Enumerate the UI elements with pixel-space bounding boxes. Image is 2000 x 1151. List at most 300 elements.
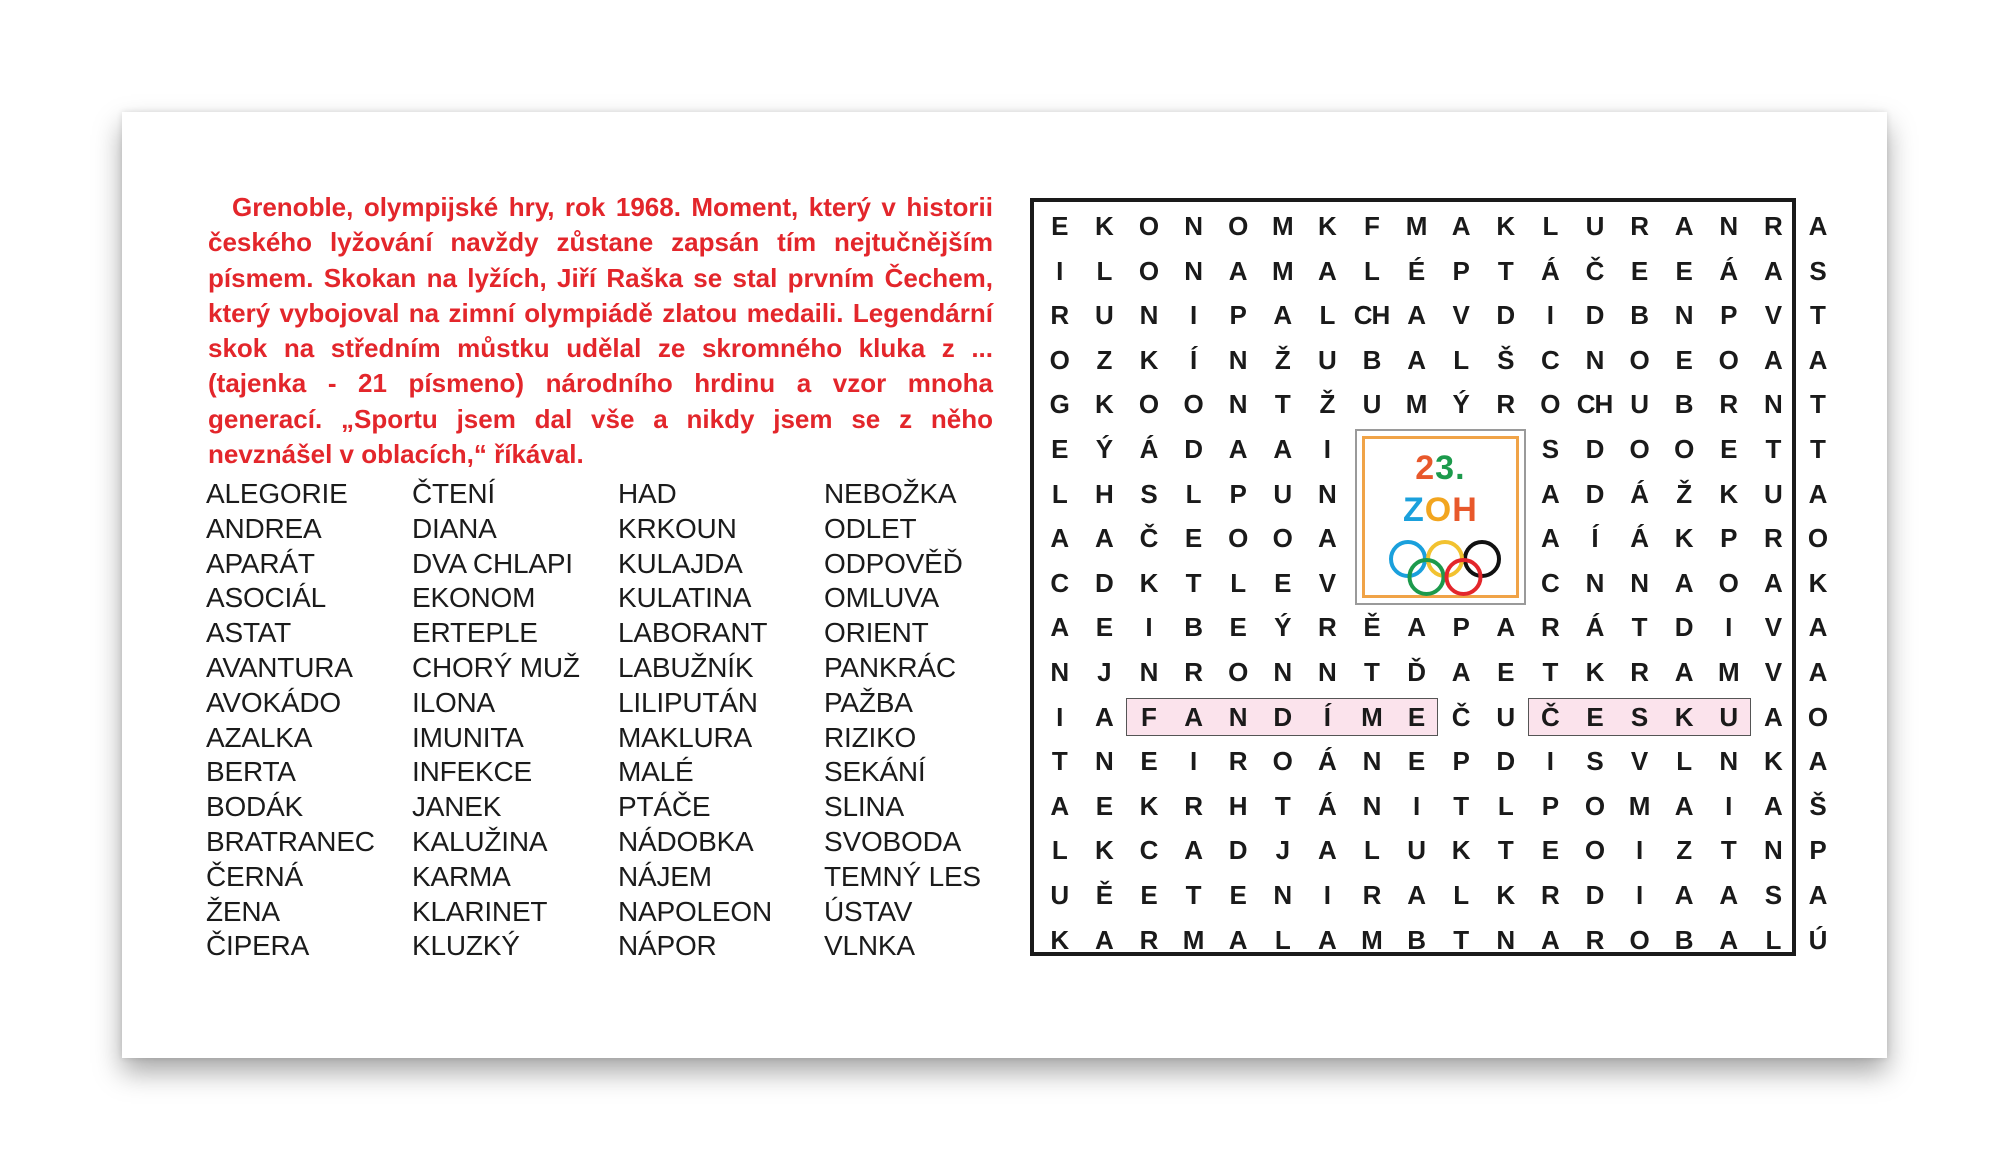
word-list-item: PANKRÁC [824, 651, 956, 683]
grid-letter: T [1185, 567, 1201, 598]
grid-letter: N [1184, 211, 1202, 241]
grid-letter: Z [1096, 344, 1112, 375]
word-list-item: INFEKCE [412, 756, 532, 788]
grid-letter: E [1675, 255, 1692, 286]
grid-letter: B [1674, 389, 1693, 420]
word-list-item: JANEK [412, 791, 502, 823]
grid-letter: N [1095, 746, 1113, 777]
grid-letter: V [1764, 300, 1782, 331]
grid-letter: Ž [1274, 344, 1290, 375]
grid-letter: A [1228, 924, 1247, 955]
grid-letter: O [1272, 746, 1292, 777]
grid-letter: A [1674, 567, 1693, 598]
grid-letter: K [1139, 344, 1158, 375]
grid-letter: A [1808, 344, 1827, 375]
word-list-item: KLARINET [412, 895, 548, 927]
grid-letter: A [1184, 701, 1202, 732]
grid-letter: I [1323, 880, 1330, 910]
word-list-item: CHORÝ MUŽ [412, 651, 580, 683]
grid-letter: A [1407, 880, 1425, 910]
grid-letter: K [1451, 835, 1470, 866]
word-list-item: ORIENT [824, 617, 929, 649]
grid-letter: I [1635, 835, 1643, 866]
grid-letter: R [1719, 389, 1738, 420]
grid-letter: H [1095, 478, 1113, 509]
grid-letter: N [1139, 300, 1158, 331]
grid-letter: N [1228, 344, 1247, 375]
grid-letter: A [1407, 344, 1425, 375]
grid-letter: Ž [1676, 478, 1692, 509]
grid-letter: U [1050, 880, 1069, 910]
grid-letter: H [1228, 790, 1247, 821]
grid-letter: K [1139, 567, 1158, 598]
grid-letter: A [1808, 657, 1827, 687]
grid-letter: Š [1809, 790, 1826, 821]
word-list-item: MALÉ [618, 756, 694, 788]
grid-letter: M [1628, 790, 1650, 821]
grid-letter: E [1541, 835, 1559, 866]
word-list-item: DIANA [412, 512, 497, 544]
grid-letter: N [1050, 657, 1069, 687]
grid-letter: O [1807, 523, 1828, 554]
grid-letter: R [1496, 389, 1515, 420]
grid-letter: R [1541, 880, 1559, 910]
grid-letter: Á [1719, 255, 1738, 286]
grid-letter: N [1362, 746, 1381, 777]
grid-letter: F [1141, 701, 1156, 732]
grid-letter: M [1361, 924, 1382, 955]
grid-letter: O [1540, 389, 1560, 420]
grid-letter: U [1318, 344, 1336, 375]
word-list-item: KRKOUN [618, 512, 737, 544]
grid-letter: D [1184, 434, 1202, 464]
grid-letter: L [1542, 211, 1558, 241]
grid-letter: Ď [1407, 657, 1425, 687]
grid-letter: V [1630, 746, 1648, 777]
grid-letter: E [1184, 523, 1202, 554]
grid-letter: Ě [1363, 612, 1380, 643]
word-list-item: PAŽBA [824, 686, 913, 718]
word-list-item: MAKLURA [618, 721, 752, 753]
word-list-item: ASOCIÁL [206, 582, 326, 614]
grid-letter: Ý [1095, 434, 1113, 464]
grid-letter: D [1585, 434, 1604, 464]
grid-letter: T [1274, 389, 1290, 420]
grid-letter: V [1764, 657, 1782, 687]
grid-letter: P [1809, 835, 1826, 866]
logo-letters: ZOH [1402, 491, 1478, 529]
grid-letter: A [1095, 523, 1113, 554]
grid-letter: N [1585, 567, 1604, 598]
olympic-ring [1447, 560, 1481, 594]
grid-letter: D [1095, 567, 1113, 598]
grid-letter: I [1189, 746, 1197, 777]
grid-letter: Á [1139, 434, 1158, 464]
word-list-item: KLUZKÝ [412, 930, 520, 962]
grid-letter: I [1546, 300, 1553, 331]
word-list-item: AVOKÁDO [206, 686, 342, 718]
word-list-item: NÁPOR [618, 930, 717, 962]
grid-letter: R [1585, 924, 1604, 955]
word-list-item: ASTAT [206, 617, 292, 649]
grid-letter: I [1412, 790, 1420, 821]
grid-letter: Č [1585, 255, 1604, 286]
grid-letter: N [1719, 211, 1738, 241]
word-list-item: AZALKA [206, 721, 313, 753]
grid-letter: D [1585, 478, 1604, 509]
grid-letter: A [1808, 880, 1827, 910]
grid-letter: S [1541, 434, 1559, 464]
word-list-item: DVA CHLAPI [412, 547, 573, 579]
grid-letter: I [1725, 612, 1732, 643]
grid-letter: I [1725, 790, 1732, 821]
word-list-item: ÚSTAV [824, 895, 913, 927]
grid-letter: T [1453, 790, 1469, 821]
grid-letter: O [1629, 434, 1649, 464]
grid-letter: Š [1497, 344, 1514, 375]
grid-letter: L [1765, 924, 1781, 955]
grid-letter: A [1764, 255, 1782, 286]
grid-letter: E [1407, 746, 1425, 777]
grid-letter: O [1272, 523, 1292, 554]
grid-letter: R [1184, 657, 1202, 687]
grid-letter: CH [1353, 300, 1390, 331]
grid-letter: A [1674, 657, 1693, 687]
grid-letter: J [1275, 835, 1290, 866]
grid-letter: R [1764, 211, 1782, 241]
word-list-item: BRATRANEC [206, 825, 375, 857]
grid-letter: N [1184, 255, 1202, 286]
grid-letter: U [1273, 478, 1292, 509]
grid-letter: T [1765, 434, 1781, 464]
grid-letter: O [1049, 344, 1069, 375]
grid-letter: E [1095, 790, 1113, 821]
grid-letter: L [1319, 300, 1335, 331]
grid-letter: Á [1318, 790, 1336, 821]
grid-letter: A [1674, 790, 1693, 821]
grid-letter: T [1497, 255, 1513, 286]
grid-letter: Ý [1452, 389, 1469, 420]
grid-letter: É [1407, 255, 1425, 286]
word-list-item: NEBOŽKA [824, 478, 957, 509]
grid-letter: U [1719, 701, 1738, 732]
grid-letter: N [1719, 746, 1738, 777]
grid-letter: A [1273, 300, 1292, 331]
grid-letter: O [1138, 211, 1159, 241]
grid-letter: L [1274, 924, 1290, 955]
grid-letter: E [1140, 746, 1157, 777]
word-list-item: ČIPERA [206, 930, 310, 962]
grid-letter: Ý [1274, 612, 1291, 643]
grid-letter: K [1095, 389, 1113, 420]
grid-letter: I [1635, 880, 1643, 910]
grid-letter: P [1541, 790, 1559, 821]
grid-letter: T [1185, 880, 1201, 910]
grid-letter: P [1452, 255, 1469, 286]
grid-letter: L [1051, 478, 1067, 509]
grid-letter: I [1189, 300, 1197, 331]
grid-letter: Č [1139, 523, 1158, 554]
word-list-item: ILONA [412, 686, 496, 718]
grid-letter: T [1274, 790, 1290, 821]
grid-letter: P [1452, 746, 1469, 777]
grid-letter: Í [1323, 701, 1330, 732]
word-list-item: ANDREA [206, 512, 322, 544]
grid-letter: A [1451, 211, 1470, 241]
grid-letter: C [1541, 344, 1559, 375]
grid-letter: O [1228, 211, 1248, 241]
grid-letter: E [1140, 880, 1157, 910]
grid-letter: S [1809, 255, 1826, 286]
word-list-item: HAD [618, 478, 677, 509]
grid-letter: I [1145, 612, 1152, 643]
grid-letter: A [1407, 612, 1425, 643]
grid-letter: O [1674, 434, 1694, 464]
grid-letter: O [1228, 523, 1248, 554]
grid-letter: A [1228, 255, 1247, 286]
grid-letter: M [1405, 211, 1427, 241]
grid-letter: R [1764, 523, 1782, 554]
grid-letter: T [1810, 300, 1825, 331]
grid-letter: K [1318, 211, 1336, 241]
grid-letter: I [1056, 701, 1063, 732]
grid-letter: Ě [1095, 880, 1113, 910]
grid-letter: D [1496, 746, 1515, 777]
grid-letter: O [1629, 924, 1649, 955]
grid-letter: K [1764, 746, 1782, 777]
grid-letter: G [1049, 389, 1069, 420]
grid-letter: Á [1318, 746, 1336, 777]
grid-letter: U [1630, 389, 1648, 420]
grid-letter: R [1630, 657, 1648, 687]
grid-letter: L [1453, 344, 1469, 375]
grid-letter: L [1497, 790, 1513, 821]
logo-number: 23. [1415, 449, 1466, 487]
grid-letter: A [1808, 746, 1827, 777]
grid-letter: A [1273, 434, 1292, 464]
word-list-item: NÁDOBKA [618, 825, 754, 857]
grid-letter: A [1318, 255, 1336, 286]
grid-letter: A [1541, 478, 1559, 509]
grid-letter: A [1318, 924, 1336, 955]
grid-letter: O [1718, 344, 1738, 375]
grid-letter: Ž [1319, 389, 1335, 420]
grid-letter: Á [1630, 478, 1648, 509]
grid-letter: K [1808, 567, 1827, 598]
grid-letter: A [1764, 567, 1782, 598]
grid-letter: N [1273, 657, 1292, 687]
grid-letter: C [1541, 567, 1559, 598]
zoh-logo [1355, 429, 1525, 605]
grid-letter: K [1139, 790, 1158, 821]
grid-letter: A [1095, 924, 1113, 955]
grid-letter: A [1764, 790, 1782, 821]
grid-letter: E [1407, 701, 1425, 732]
grid-letter: A [1050, 523, 1069, 554]
grid-letter: M [1271, 255, 1293, 286]
word-list-item: VLNKA [824, 930, 915, 962]
grid-letter: R [1139, 924, 1158, 955]
grid-letter: A [1318, 523, 1336, 554]
grid-letter: E [1630, 255, 1648, 286]
grid-letter: E [1051, 434, 1068, 464]
grid-letter: B [1674, 924, 1693, 955]
grid-letter: A [1674, 880, 1693, 910]
word-list-item: SLINA [824, 791, 904, 823]
grid-letter: V [1452, 300, 1469, 331]
grid-letter: R [1362, 880, 1381, 910]
grid-letter: E [1720, 434, 1737, 464]
grid-letter: A [1541, 924, 1559, 955]
grid-letter: F [1364, 211, 1379, 241]
grid-letter: L [1185, 478, 1201, 509]
grid-letter: Č [1541, 701, 1559, 732]
grid-letter: E [1675, 344, 1692, 375]
grid-letter: L [1453, 880, 1469, 910]
grid-letter: N [1318, 657, 1336, 687]
grid-letter: A [1496, 612, 1515, 643]
grid-letter: T [1810, 434, 1825, 464]
intro-paragraph: Grenoble, olympijské hry, rok 1968. Moment, který v historii českého lyžování navždy zůstane zapsán tím nejtučnějším písmem. Skokan na lyžích, Jiří Raška se stal prvním Čechem, který vybojoval na zimní olympiádě zlatou medaili. Legendární skok na středním můstku udělal ze skromného kluka z ... (tajenka - 21 písmeno) národního hrdinu a vzor mnoha generací. „Sportu jsem dal vše a nikdy jsem se z něho nevznášel v oblacích,“ říkával. [208, 192, 993, 470]
grid-letter: N [1764, 835, 1782, 866]
word-list-item: NÁJEM [618, 860, 712, 892]
word-list-item: ERTEPLE [412, 617, 538, 649]
grid-letter: A [1808, 478, 1827, 509]
grid-letter: A [1407, 300, 1425, 331]
grid-letter: J [1097, 657, 1111, 687]
grid-letter: R [1184, 790, 1202, 821]
grid-letter: B [1184, 612, 1202, 643]
grid-letter: L [1051, 835, 1067, 866]
grid-letter: N [1630, 567, 1648, 598]
word-list-item: SVOBODA [824, 825, 962, 857]
grid-letter: D [1585, 880, 1604, 910]
grid-letter: Í [1591, 523, 1598, 554]
grid-letter: M [1271, 211, 1293, 241]
grid-letter: S [1140, 478, 1157, 509]
word-list-item: KULAJDA [618, 547, 743, 579]
word-list-item: LABUŽNÍK [618, 651, 754, 683]
grid-letter: L [1096, 255, 1112, 286]
grid-letter: V [1318, 567, 1336, 598]
grid-letter: S [1764, 880, 1782, 910]
grid-letter: K [1095, 211, 1113, 241]
grid-letter: K [1719, 478, 1738, 509]
olympic-ring [1410, 560, 1444, 594]
grid-letter: D [1273, 701, 1292, 732]
grid-letter: O [1584, 835, 1605, 866]
grid-letter: Z [1676, 835, 1692, 866]
grid-letter: L [1364, 835, 1379, 866]
word-list-item: OMLUVA [824, 582, 939, 614]
olympic-ring [1391, 542, 1425, 576]
olympic-ring [1465, 542, 1499, 576]
grid-letter: N [1585, 344, 1604, 375]
grid-letter: A [1451, 657, 1470, 687]
grid-letter: K [1095, 835, 1113, 866]
grid-letter: A [1808, 612, 1827, 643]
grid-letter: P [1229, 478, 1246, 509]
grid-letter: T [1542, 657, 1558, 687]
word-list-item: KALUŽINA [412, 825, 548, 857]
grid-letter: P [1229, 300, 1246, 331]
grid-letter: R [1050, 300, 1069, 331]
grid-letter: L [1230, 567, 1246, 598]
word-list-item: SEKÁNÍ [824, 756, 926, 788]
grid-letter: O [1718, 567, 1738, 598]
word-list-item: NAPOLEON [618, 895, 772, 927]
word-list-item: PTÁČE [618, 791, 711, 823]
grid-letter: E [1229, 880, 1246, 910]
grid-letter: Č [1451, 701, 1470, 732]
word-list-item: BODÁK [206, 791, 304, 823]
word-list-item: ODLET [824, 512, 917, 544]
word-list-item: KARMA [412, 860, 511, 892]
grid-letter: R [1630, 211, 1648, 241]
grid-letter: A [1764, 344, 1782, 375]
word-list-item: TEMNÝ LES [824, 860, 981, 892]
grid-letter: O [1138, 255, 1159, 286]
grid-letter: T [1497, 835, 1513, 866]
grid-letter: L [1676, 746, 1692, 777]
grid-letter: A [1719, 880, 1738, 910]
grid-letter: M [1717, 657, 1739, 687]
word-list-item: ALEGORIE [206, 478, 348, 509]
grid-letter: A [1095, 701, 1113, 732]
grid-letter: Ú [1808, 924, 1827, 955]
grid-letter: M [1361, 701, 1382, 732]
word-list-item: IMUNITA [412, 721, 524, 753]
olympic-ring [1428, 542, 1462, 576]
grid-letter: N [1362, 790, 1381, 821]
word-list-item: RIZIKO [824, 721, 917, 753]
grid-letter: S [1586, 746, 1603, 777]
word-list-item: ČTENÍ [412, 478, 496, 509]
grid-letter: E [1274, 567, 1291, 598]
word-list [206, 477, 1006, 964]
grid-letter: N [1228, 389, 1247, 420]
grid-letter: B [1407, 924, 1425, 955]
grid-letter: R [1228, 746, 1247, 777]
grid-letter: K [1496, 880, 1515, 910]
grid-letter: K [1496, 211, 1515, 241]
grid-letter: A [1228, 434, 1247, 464]
grid-letter: S [1630, 701, 1648, 732]
grid-letter: T [1453, 924, 1469, 955]
word-list-item: ŽENA [206, 895, 280, 927]
grid-letter: E [1497, 657, 1514, 687]
grid-letter: N [1764, 389, 1782, 420]
grid-letter: N [1273, 880, 1292, 910]
grid-letter: E [1051, 211, 1068, 241]
word-list-item: ODPOVĚĎ [824, 547, 963, 579]
grid-letter: P [1452, 612, 1469, 643]
grid-letter: A [1719, 924, 1738, 955]
grid-letter: U [1407, 835, 1425, 866]
grid-letter: I [1056, 255, 1063, 286]
grid-letter: D [1496, 300, 1515, 331]
grid-letter: O [1584, 790, 1605, 821]
grid-letter: U [1095, 300, 1113, 331]
grid-letter: Á [1541, 255, 1559, 286]
grid-letter: E [1229, 612, 1246, 643]
grid-letter: Í [1189, 344, 1197, 375]
word-list-item: LABORANT [618, 617, 768, 649]
grid-letter: R [1318, 612, 1336, 643]
grid-letter: K [1585, 657, 1604, 687]
grid-letter: V [1764, 612, 1782, 643]
grid-letter: O [1183, 389, 1203, 420]
